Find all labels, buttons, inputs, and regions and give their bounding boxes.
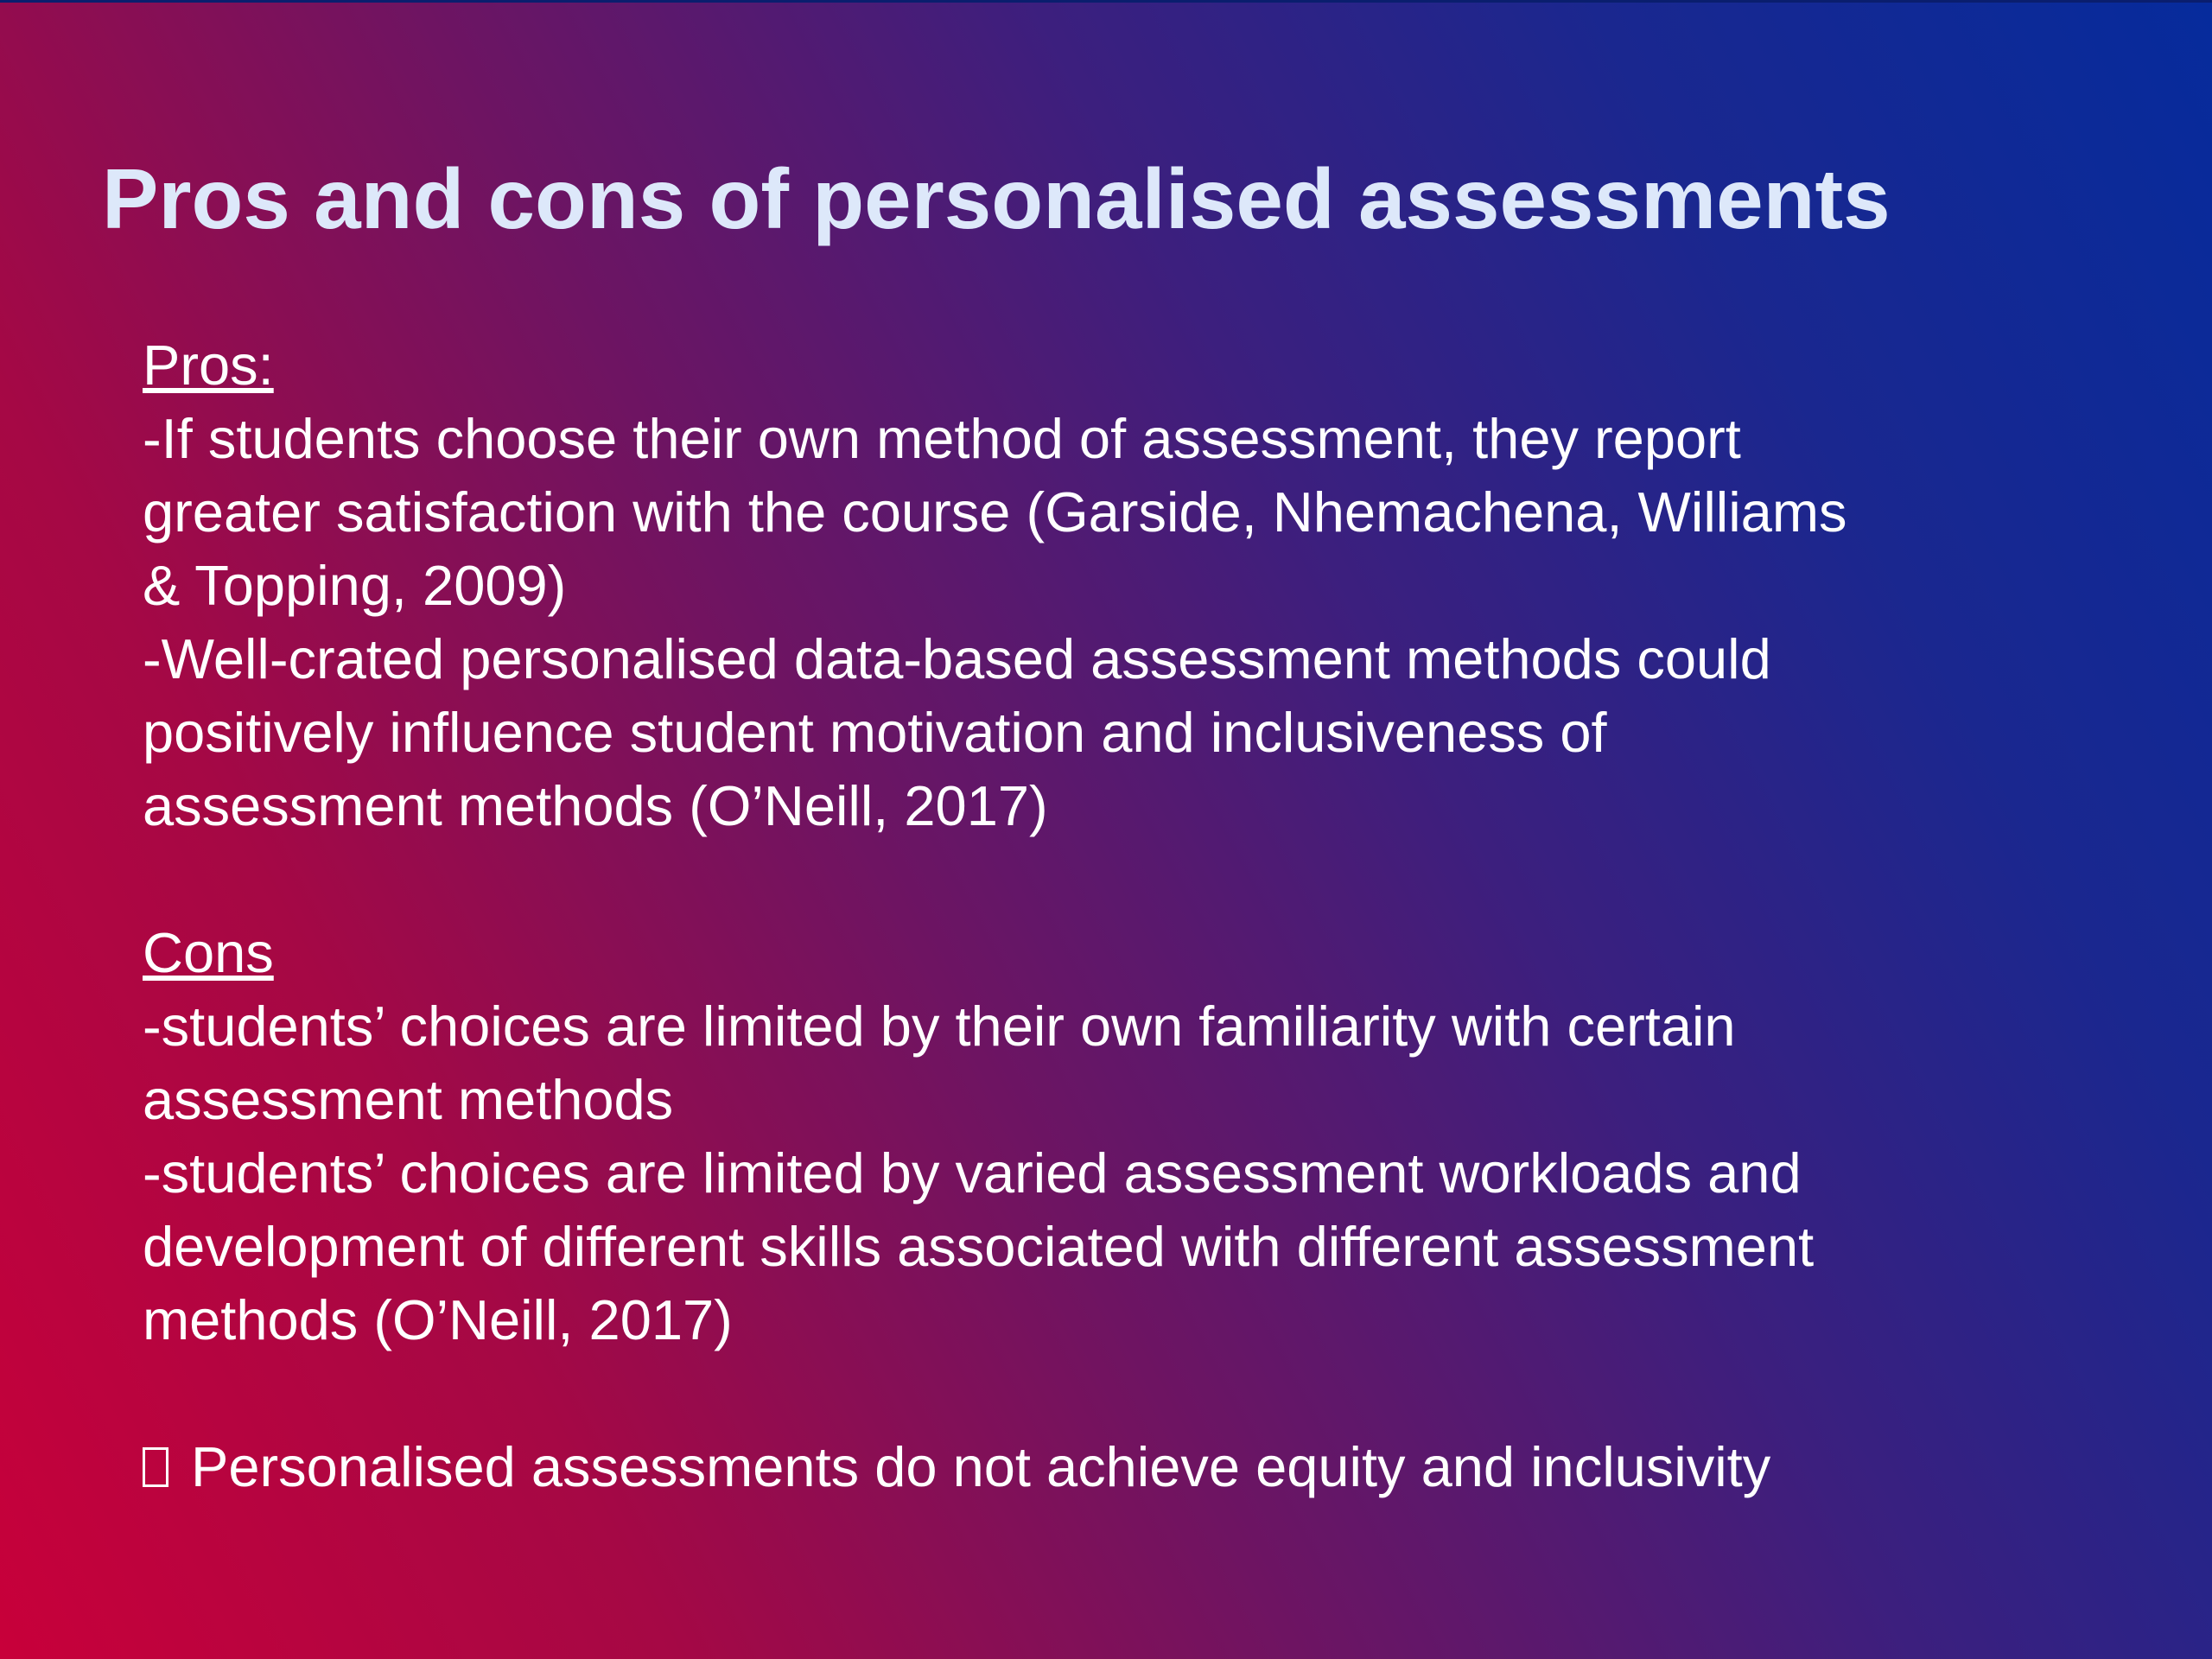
cons-item-1-line-1: -students’ choices are limited by their own familiarity with certain [143, 995, 1736, 1058]
top-border [0, 0, 2212, 3]
slide-body [143, 328, 2095, 1503]
pros-item-1-line-1: -If students choose their own method of assessment, they report [143, 407, 1741, 470]
missing-glyph-box-icon [143, 1447, 168, 1487]
spacer [143, 842, 2095, 916]
pros-heading: Pros: [143, 334, 274, 397]
pros-item-1-line-3: & Topping, 2009) [143, 554, 567, 617]
pros-item-1-line-2: greater satisfaction with the course (Garside, Nhemachena, Williams [143, 480, 1847, 543]
cons-item-2-line-1: -students’ choices are limited by varied assessment workloads and [143, 1141, 1802, 1205]
cons-heading: Cons [143, 921, 274, 984]
pros-item-2-line-2: positively influence student motivation and inclusiveness of [143, 701, 1607, 764]
slide-title: Pros and cons of personalised assessments [102, 151, 1891, 246]
pros-item-2-line-1: -Well-crated personalised data-based assessment methods could [143, 627, 1771, 690]
cons-item-2-line-2: development of different skills associated with different assessment [143, 1215, 1815, 1278]
cons-item-2-line-3: methods (O’Neill, 2017) [143, 1288, 733, 1351]
cons-item-1-line-2: assessment methods [143, 1068, 674, 1131]
conclusion-text: Personalised assessments do not achieve equity and inclusivity [191, 1435, 1771, 1498]
pros-item-2-line-3: assessment methods (O’Neill, 2017) [143, 774, 1048, 837]
spacer [143, 1357, 2095, 1430]
conclusion [143, 1430, 2095, 1503]
